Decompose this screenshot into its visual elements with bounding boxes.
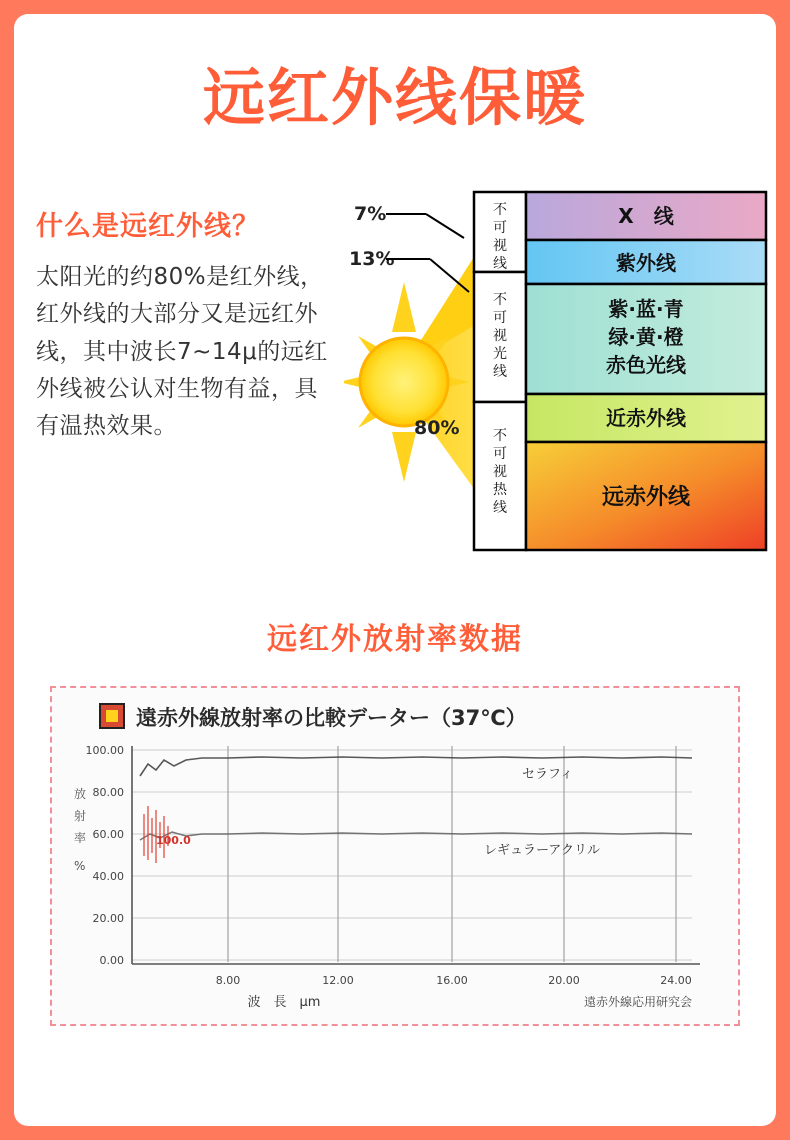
spectrum-label-uv: 紫外线 (616, 251, 676, 276)
chart-ytick-20: 20.00 (92, 912, 124, 926)
spectrum-label-near-infrared: 近赤外线 (606, 406, 686, 431)
svg-text:线: 线 (493, 364, 507, 381)
spectrum-label-x-ray: X 线 (618, 204, 674, 229)
chart-xlabel: 波 長 μm (247, 995, 321, 1011)
chart-ytick-40: 40.00 (92, 870, 124, 884)
chart-source-note: 遠赤外線応用研究会 (583, 995, 692, 1010)
chart-ytick-100: 100.00 (85, 744, 124, 758)
percent-label-13: 13% (349, 248, 395, 271)
chart-legend-acrylic: レギュラーアクリル (484, 843, 600, 859)
chart-ylabel-2: 射 (74, 809, 87, 824)
svg-text:可: 可 (493, 446, 507, 463)
svg-text:视: 视 (493, 464, 507, 481)
left-band-column (474, 192, 526, 550)
svg-text:视: 视 (493, 328, 507, 345)
svg-text:线: 线 (493, 500, 507, 517)
svg-text:不: 不 (493, 202, 507, 219)
chart-xtick-8: 8.00 (215, 974, 241, 988)
emissivity-chart (50, 686, 740, 1026)
chart-xtick-24: 24.00 (660, 974, 692, 988)
intro-paragraph: 太阳光的约80%是红外线，红外线的大部分又是远红外线，其中波长7~14μ的远红外线被公认对生物有益，具有温热效果。 (36, 264, 328, 440)
spectrum-label-far-infrared: 远赤外线 (601, 485, 691, 511)
chart-ylabel-1: 放 (74, 787, 87, 802)
svg-text:不: 不 (493, 428, 507, 445)
percent-label-80: 80% (414, 417, 460, 440)
svg-text:热: 热 (493, 482, 507, 499)
svg-text:线: 线 (493, 256, 507, 273)
chart-legend-cerafi: セラフィ (522, 767, 573, 783)
svg-text:不: 不 (493, 292, 507, 309)
page-title: 远红外线保暖 (202, 61, 587, 134)
spectrum-label-visible-3: 赤色光线 (606, 353, 686, 378)
poster-card (14, 14, 776, 1126)
chart-section-heading: 远红外放射率数据 (267, 622, 523, 658)
chart-title: 遠赤外線放射率の比較データー（37℃） (136, 706, 527, 731)
spectrum-label-visible-2: 绿·黄·橙 (608, 325, 684, 350)
intro-heading: 什么是远红外线？ (36, 211, 260, 243)
svg-text:可: 可 (493, 220, 507, 237)
svg-text:可: 可 (493, 310, 507, 327)
intro-section (14, 182, 776, 572)
spectrum-diagram (344, 182, 774, 572)
chart-ytick-80: 80.00 (92, 786, 124, 800)
chart-xtick-16: 16.00 (436, 974, 468, 988)
chart-annotation-1000: 100.0 (156, 834, 191, 848)
svg-text:光: 光 (493, 346, 507, 363)
chart-xtick-20: 20.00 (548, 974, 580, 988)
spectrum-label-visible-1: 紫·蓝·青 (608, 297, 684, 322)
percent-label-7: 7% (354, 203, 387, 226)
chart-ytick-0: 0.00 (99, 954, 124, 968)
intro-text-block (36, 204, 336, 445)
chart-ylabel-3: 率 (74, 831, 87, 846)
chart-ylabel-4: % (74, 859, 86, 874)
chart-xtick-12: 12.00 (322, 974, 354, 988)
chart-ytick-60: 60.00 (92, 828, 124, 842)
spectrum-rows (526, 192, 766, 550)
svg-text:视: 视 (493, 238, 507, 255)
